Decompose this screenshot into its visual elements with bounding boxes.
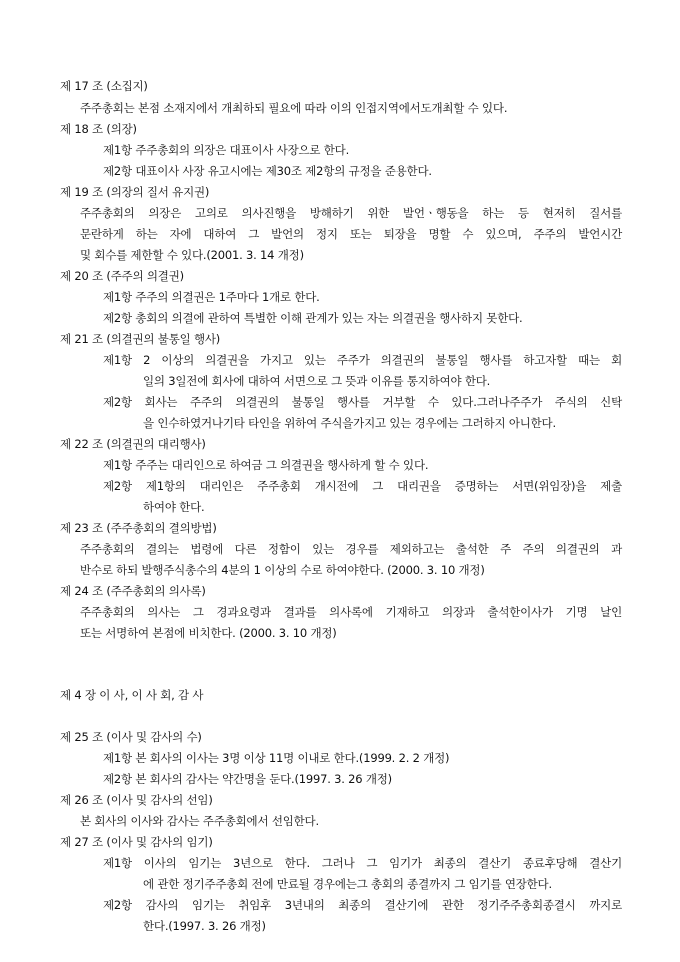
clause-text: 제1항 이사의 임기는 3년으로 한다. 그러나 그 임기가 최종의 결산기 종료후당해 결산기: [103, 856, 622, 870]
chapter-heading: 제 4 장 이 사, 이 사 회, 감 사: [60, 688, 204, 702]
article-text: 주주총회는 본점 소재지에서 개최하되 필요에 따라 이의 인접지역에서도개최할 수 있다.: [80, 101, 508, 115]
article-heading: 제 18 조 (의장): [60, 122, 137, 136]
article-text: 주주총회의 의사는 그 경과요령과 결과를 의사록에 기재하고 의장과 출석한이사가 기명 날인: [80, 605, 622, 619]
clause-text-continued: 을 인수하였거나기타 타인을 위하여 주식을가지고 있는 경우에는 그러하지 아니한다.: [143, 416, 556, 430]
article-text: 주주총회의 결의는 법령에 다른 정함이 있는 경우를 제외하고는 출석한 주 주의 의결권의 과: [80, 542, 622, 556]
article-text: 및 회수를 제한할 수 있다.(2001. 3. 14 개정): [80, 248, 304, 262]
clause-text: 제1항 주주는 대리인으로 하여금 그 의결권을 행사하게 할 수 있다.: [103, 458, 429, 472]
clause-text-continued: 한다.(1997. 3. 26 개정): [143, 919, 266, 933]
article-heading: 제 23 조 (주주총회의 결의방법): [60, 521, 217, 535]
article-heading: 제 22 조 (의결권의 대리행사): [60, 437, 206, 451]
article-heading: 제 26 조 (이사 및 감사의 선임): [60, 793, 213, 807]
article-text: 본 회사의 이사와 감사는 주주총회에서 선임한다.: [80, 814, 319, 828]
article-text: 주주총회의 의장은 고의로 의사진행을 방해하기 위한 발언ㆍ행동을 하는 등 현저히 질서를: [80, 206, 622, 220]
clause-text: 제2항 감사의 임기는 취임후 3년내의 최종의 결산기에 관한 정기주주총회종결시 까지로: [103, 898, 622, 912]
article-heading: 제 24 조 (주주총회의 의사록): [60, 584, 206, 598]
clause-text-continued: 하여야 한다.: [143, 500, 205, 514]
article-heading: 제 17 조 (소집지): [60, 79, 148, 93]
clause-text: 제2항 회사는 주주의 의결권의 불통일 행사를 거부할 수 있다.그러나주주가 주식의 신탁: [103, 395, 622, 409]
clause-text: 제2항 본 회사의 감사는 약간명을 둔다.(1997. 3. 26 개정): [103, 772, 392, 786]
clause-text: 제2항 제1항의 대리인은 주주총회 개시전에 그 대리권을 증명하는 서면(위임장)을 제출: [103, 479, 622, 493]
article-heading: 제 21 조 (의결권의 불통일 행사): [60, 332, 221, 346]
article-heading: 제 20 조 (주주의 의결권): [60, 269, 184, 283]
article-heading: 제 25 조 (이사 및 감사의 수): [60, 730, 202, 744]
clause-text: 제2항 총회의 의결에 관하여 특별한 이해 관계가 있는 자는 의결권을 행사하지 못한다.: [103, 311, 523, 325]
clause-text-continued: 에 관한 정기주주총회 전에 만료될 경우에는그 총회의 종결까지 그 임기를 연장한다.: [143, 877, 552, 891]
article-text: 문란하게 하는 자에 대하여 그 발언의 정지 또는 퇴장을 명할 수 있으며, 주주의 발언시간: [80, 227, 622, 241]
clause-text-continued: 일의 3일전에 회사에 대하여 서면으로 그 뜻과 이유를 통지하여야 한다.: [143, 374, 491, 388]
clause-text: 제1항 2 이상의 의결권을 가지고 있는 주주가 의결권의 불통일 행사를 하고자할 때는 회: [103, 353, 622, 367]
clause-text: 제1항 주주의 의결권은 1주마다 1개로 한다.: [103, 290, 320, 304]
clause-text: 제2항 대표이사 사장 유고시에는 제30조 제2항의 규정을 준용한다.: [103, 164, 432, 178]
article-text: 반수로 하되 발행주식총수의 4분의 1 이상의 수로 하여야한다. (2000. 3. 10 개정): [80, 563, 485, 577]
clause-text: 제1항 주주총회의 의장은 대표이사 사장으로 한다.: [103, 143, 350, 157]
clause-text: 제1항 본 회사의 이사는 3명 이상 11명 이내로 한다.(1999. 2. 2 개정): [103, 751, 450, 765]
article-text: 또는 서명하여 본점에 비치한다. (2000. 3. 10 개정): [80, 626, 337, 640]
article-heading: 제 27 조 (이사 및 감사의 임기): [60, 835, 213, 849]
article-heading: 제 19 조 (의장의 질서 유지권): [60, 185, 210, 199]
